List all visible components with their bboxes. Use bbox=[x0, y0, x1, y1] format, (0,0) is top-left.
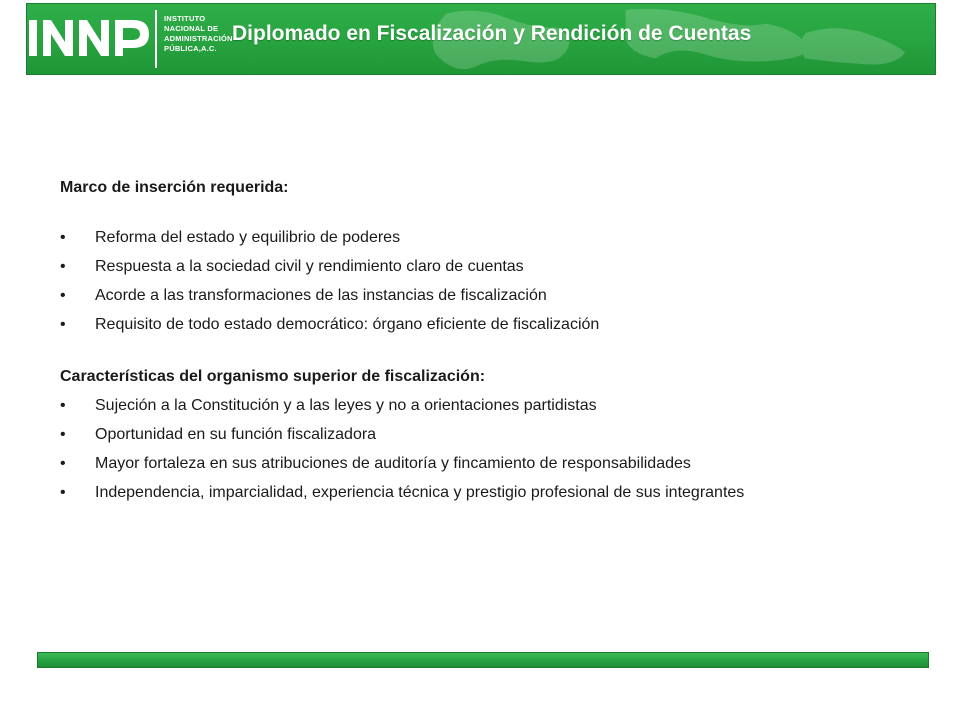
list-item bbox=[60, 423, 920, 447]
list-item-text: Sujeción a la Constitución y a las leyes y no a orientaciones partidistas bbox=[95, 397, 597, 414]
section-heading: Características del organismo superior de fiscalización: bbox=[60, 368, 486, 385]
bullet-icon: • bbox=[60, 484, 66, 501]
list-item bbox=[60, 481, 920, 505]
list-item bbox=[60, 313, 920, 337]
bullet-list bbox=[60, 394, 920, 505]
logo-line: INSTITUTO bbox=[164, 14, 206, 23]
logo-line: NACIONAL DE bbox=[164, 24, 219, 33]
slide-content bbox=[60, 176, 920, 510]
footer-bar bbox=[37, 652, 929, 668]
bullet-icon: • bbox=[60, 229, 66, 246]
bullet-icon: • bbox=[60, 316, 66, 333]
list-item bbox=[60, 255, 920, 279]
list-item bbox=[60, 284, 920, 308]
bullet-icon: • bbox=[60, 397, 66, 414]
bullet-icon: • bbox=[60, 258, 66, 275]
logo-institution-name bbox=[164, 14, 233, 54]
bullet-icon: • bbox=[60, 426, 66, 443]
slide-title: Diplomado en Fiscalización y Rendición de Cuentas bbox=[232, 22, 752, 45]
list-item-text: Independencia, imparcialidad, experiencia técnica y prestigio profesional de sus integrantes bbox=[95, 484, 745, 501]
bullet-icon: • bbox=[60, 287, 66, 304]
bullet-icon: • bbox=[60, 455, 66, 472]
list-item-text: Acorde a las transformaciones de las instancias de fiscalización bbox=[95, 287, 547, 304]
logo-line: ADMINISTRACIÓN bbox=[164, 34, 233, 43]
section-heading: Marco de inserción requerida: bbox=[60, 179, 289, 196]
inap-logo-icon bbox=[27, 16, 153, 60]
slide-header bbox=[26, 3, 936, 75]
bullet-list bbox=[60, 226, 920, 337]
list-item-text: Reforma del estado y equilibrio de poderes bbox=[95, 229, 401, 246]
logo-divider bbox=[155, 10, 157, 68]
logo-line: PÚBLICA,A.C. bbox=[164, 44, 217, 53]
list-item bbox=[60, 394, 920, 418]
list-item-text: Mayor fortaleza en sus atribuciones de auditoría y fincamiento de responsabilidades bbox=[95, 455, 691, 472]
list-item-text: Oportunidad en su función fiscalizadora bbox=[95, 426, 377, 443]
list-item-text: Requisito de todo estado democrático: órgano eficiente de fiscalización bbox=[95, 316, 600, 333]
list-item-text: Respuesta a la sociedad civil y rendimiento claro de cuentas bbox=[95, 258, 524, 275]
list-item bbox=[60, 226, 920, 250]
list-item bbox=[60, 452, 920, 476]
